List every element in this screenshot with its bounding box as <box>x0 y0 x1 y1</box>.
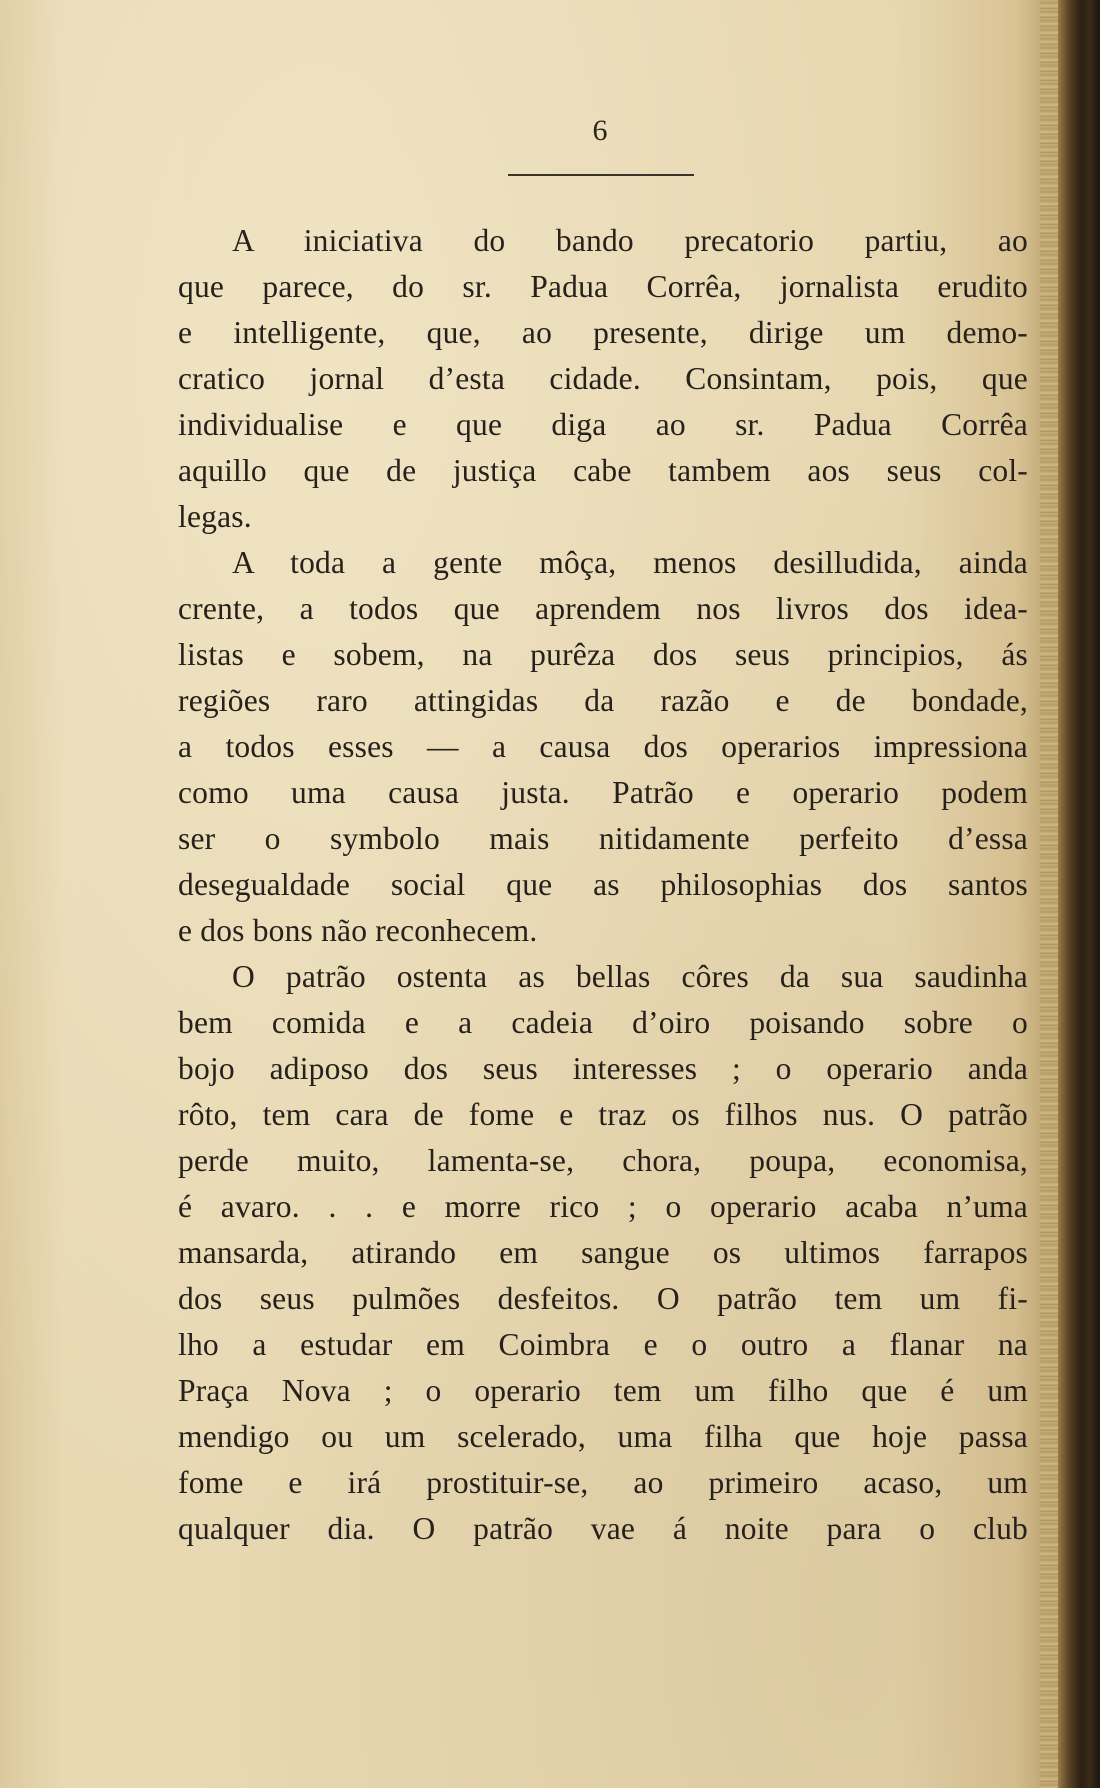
text-line: que parece, do sr. Padua Corrêa, jornalista erudito <box>178 269 1028 304</box>
text-line: cratico jornal d’esta cidade. Consintam, pois, que <box>178 361 1028 396</box>
text-line: bojo adiposo dos seus interesses ; o operario anda <box>178 1051 1028 1086</box>
body-text <box>178 218 1028 1552</box>
text-line: perde muito, lamenta-se, chora, poupa, economisa, <box>178 1143 1028 1178</box>
text-line: regiões raro attingidas da razão e de bondade, <box>178 683 1028 718</box>
text-line: legas. <box>178 499 252 534</box>
text-line: bem comida e a cadeia d’oiro poisando sobre o <box>178 1005 1028 1040</box>
page-number-text: 6 <box>592 114 608 147</box>
text-line: dos seus pulmões desfeitos. O patrão tem um fi- <box>178 1281 1028 1316</box>
text-line: qualquer dia. O patrão vae á noite para o club <box>178 1511 1028 1546</box>
text-line: e dos bons não reconhecem. <box>178 913 538 948</box>
text-line: O patrão ostenta as bellas côres da sua saudinha <box>232 959 1028 994</box>
page-number <box>0 114 1100 148</box>
text-line: desegualdade social que as philosophias dos santos <box>178 867 1028 902</box>
text-line: e intelligente, que, ao presente, dirige um demo- <box>178 315 1028 350</box>
text-line: mansarda, atirando em sangue os ultimos farrapos <box>178 1235 1028 1270</box>
text-line: fome e irá prostituir-se, ao primeiro acaso, um <box>178 1465 1028 1500</box>
text-line: Praça Nova ; o operario tem um filho que é um <box>178 1373 1028 1408</box>
text-line: aquillo que de justiça cabe tambem aos seus col- <box>178 453 1028 488</box>
text-line: A toda a gente môça, menos desilludida, ainda <box>232 545 1028 580</box>
text-line: como uma causa justa. Patrão e operario podem <box>178 775 1028 810</box>
text-line: é avaro. . . e morre rico ; o operario acaba n’uma <box>178 1189 1028 1224</box>
text-line: ser o symbolo mais nitidamente perfeito d’essa <box>178 821 1028 856</box>
header-rule <box>508 174 694 176</box>
text-line: mendigo ou um scelerado, uma filha que hoje passa <box>178 1419 1028 1454</box>
text-line: rôto, tem cara de fome e traz os filhos nus. O patrão <box>178 1097 1028 1132</box>
text-line: lho a estudar em Coimbra e o outro a flanar na <box>178 1327 1028 1362</box>
book-spine <box>1058 0 1100 1788</box>
text-line: a todos esses — a causa dos operarios impressiona <box>178 729 1028 764</box>
text-line: A iniciativa do bando precatorio partiu, ao <box>232 223 1028 258</box>
text-line: crente, a todos que aprendem nos livros dos idea- <box>178 591 1028 626</box>
text-line: individualise e que diga ao sr. Padua Corrêa <box>178 407 1028 442</box>
text-line: listas e sobem, na purêza dos seus principios, ás <box>178 637 1028 672</box>
